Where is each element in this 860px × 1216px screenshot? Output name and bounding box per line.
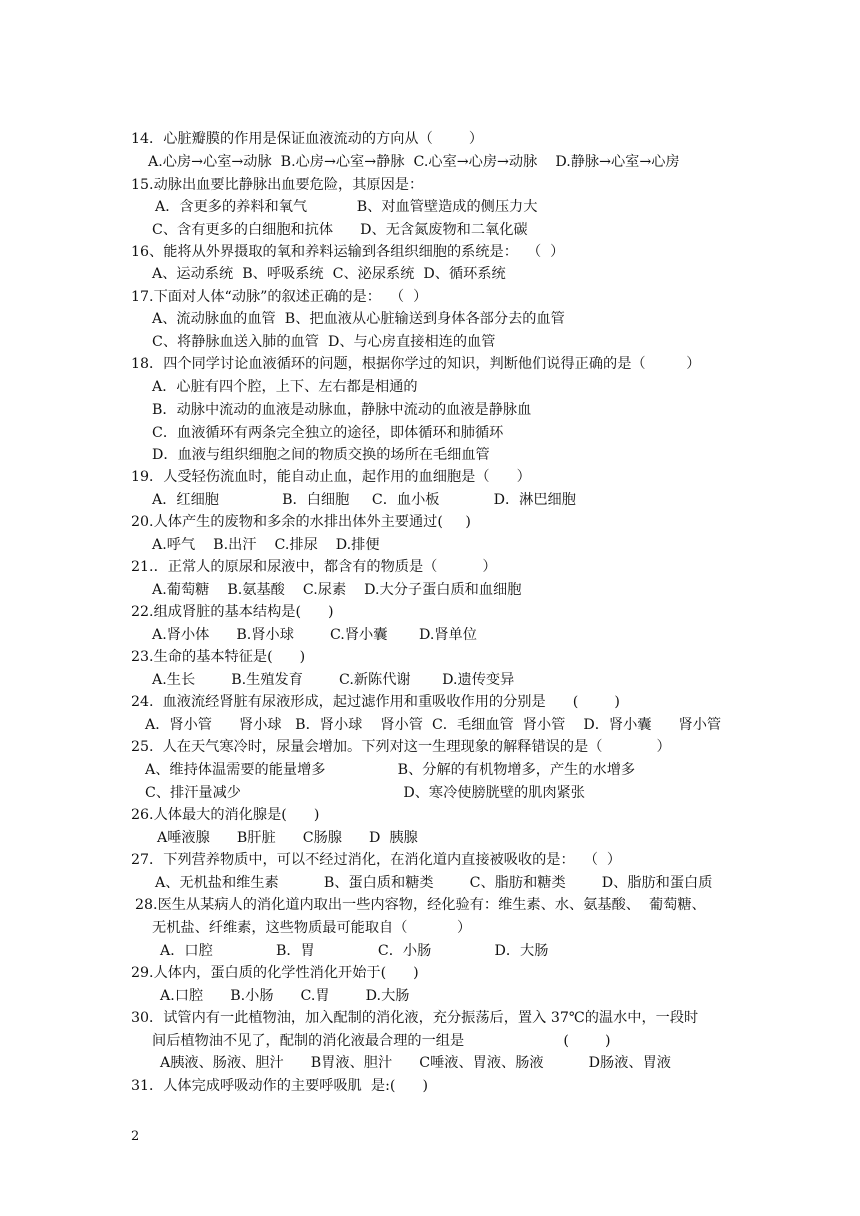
text-line: A.心房→心室→动脉 B.心房→心室→静脉 C.心室→心房→动脉 D.静脉→心室→心房 [148, 154, 680, 170]
text-line: 22.组成肾脏的基本结构是( ) [131, 604, 334, 620]
text-line: A.生长 B.生殖发育 C.新陈代谢 D.遗传变异 [152, 672, 515, 688]
text-line: A．红细胞 B．白细胞 C．血小板 D．淋巴细胞 [152, 492, 576, 508]
text-line: A．心脏有四个腔，上下、左右都是相通的 [152, 379, 418, 395]
text-line: A．口腔 B．胃 C．小肠 D．大肠 [160, 943, 549, 959]
text-line: A胰液、肠液、胆汁 B胃液、胆汁 C唾液、胃液、肠液 D肠液、胃液 [160, 1055, 671, 1071]
text-line: 25. 人在天气寒冷时，尿量会增加。下列对这一生理现象的解释错误的是（ ） [131, 739, 671, 755]
text-line: 20.人体产生的废物和多余的水排出体外主要通过( ) [131, 514, 471, 530]
text-line: 28.医生从某病人的消化道内取出一些内容物，经化验有：维生素、水、氨基酸、 葡萄糖、 [135, 897, 706, 913]
text-line: A.肾小体 B.肾小球 C.肾小囊 D.肾单位 [152, 627, 477, 643]
text-line: 29.人体内，蛋白质的化学性消化开始于( ) [131, 965, 419, 981]
text-line: 19．人受轻伤流血时，能自动止血，起作用的血细胞是（ ） [131, 469, 531, 485]
text-line: C、含有更多的白细胞和抗体 D、无含氮废物和二氧化碳 [152, 222, 528, 238]
text-line: 27．下列营养物质中，可以不经过消化，在消化道内直接被吸收的是： （ ） [131, 852, 622, 868]
text-line: 24. 血液流经肾脏有尿液形成，起过滤作用和重吸收作用的分别是 ( ) [131, 694, 620, 710]
text-line: A.呼气 B.出汗 C.排尿 D.排便 [152, 537, 380, 553]
text-line: C、排汗量减少 D、寒冷使膀胱壁的肌肉紧张 [145, 785, 585, 801]
text-line: 无机盐、纤维素，这些物质最可能取自（ ） [152, 920, 472, 936]
text-line: A.葡萄糖 B.氨基酸 C.尿素 D.大分子蛋白质和血细胞 [152, 582, 522, 598]
text-line: 23.生命的基本特征是( ) [131, 649, 306, 665]
text-line: 26.人体最大的消化腺是( ) [131, 807, 320, 823]
page-number: 2 [131, 1129, 140, 1144]
text-line: B．动脉中流动的血液是动脉血，静脉中流动的血液是静脉血 [152, 402, 532, 418]
text-line: A．含更多的养料和氧气 B、对血管壁造成的侧压力大 [155, 199, 538, 215]
text-line: A.口腔 B.小肠 C.胃 D.大肠 [160, 988, 410, 1004]
text-line: A、无机盐和维生素 B、蛋白质和糖类 C、脂肪和糖类 D、脂肪和蛋白质 [155, 875, 713, 891]
text-line: 15.动脉出血要比静脉出血要危险，其原因是： [131, 177, 424, 193]
text-line: C、将静脉血送入肺的血管 D、与心房直接相连的血管 [152, 334, 496, 350]
text-line: A．肾小管 肾小球 B．肾小球 肾小管 C．毛细血管 肾小管 D．肾小囊 肾小管 [145, 717, 722, 733]
text-line: A、运动系统 B、呼吸系统 C、泌尿系统 D、循环系统 [152, 266, 506, 282]
text-line: A、维持体温需要的能量增多 B、分解的有机物增多，产生的水增多 [145, 762, 636, 778]
text-line: D．血液与组织细胞之间的物质交换的场所在毛细血管 [152, 447, 490, 463]
text-line: 16、能将从外界摄取的氧和养料运输到各组织细胞的系统是： （ ） [131, 244, 565, 260]
text-line: 14．心脏瓣膜的作用是保证血液流动的方向从（ ） [131, 131, 484, 147]
text-line: 18．四个同学讨论血液循环的问题，根据你学过的知识，判断他们说得正确的是（ ） [131, 356, 701, 372]
text-line: 31．人体完成呼吸动作的主要呼吸肌 是:( ) [131, 1078, 428, 1094]
text-line: 30．试管内有一此植物油，加入配制的消化液，充分振荡后，置入 37℃的温水中，一段时 [131, 1010, 699, 1026]
text-line: C．血液循环有两条完全独立的途径，即体循环和肺循环 [152, 425, 504, 441]
text-line: A、流动脉血的血管 B、把血液从心脏输送到身体各部分去的血管 [152, 311, 565, 327]
text-line: 21.．正常人的原尿和尿液中，都含有的物质是（ ） [131, 559, 497, 575]
text-line: 17.下面对人体“动脉”的叙述正确的是： （ ） [131, 289, 428, 305]
text-line: 间后植物油不见了，配制的消化液最合理的一组是 ( ) [152, 1033, 611, 1049]
text-line: A唾液腺 B肝脏 C肠腺 D 胰腺 [157, 830, 418, 846]
